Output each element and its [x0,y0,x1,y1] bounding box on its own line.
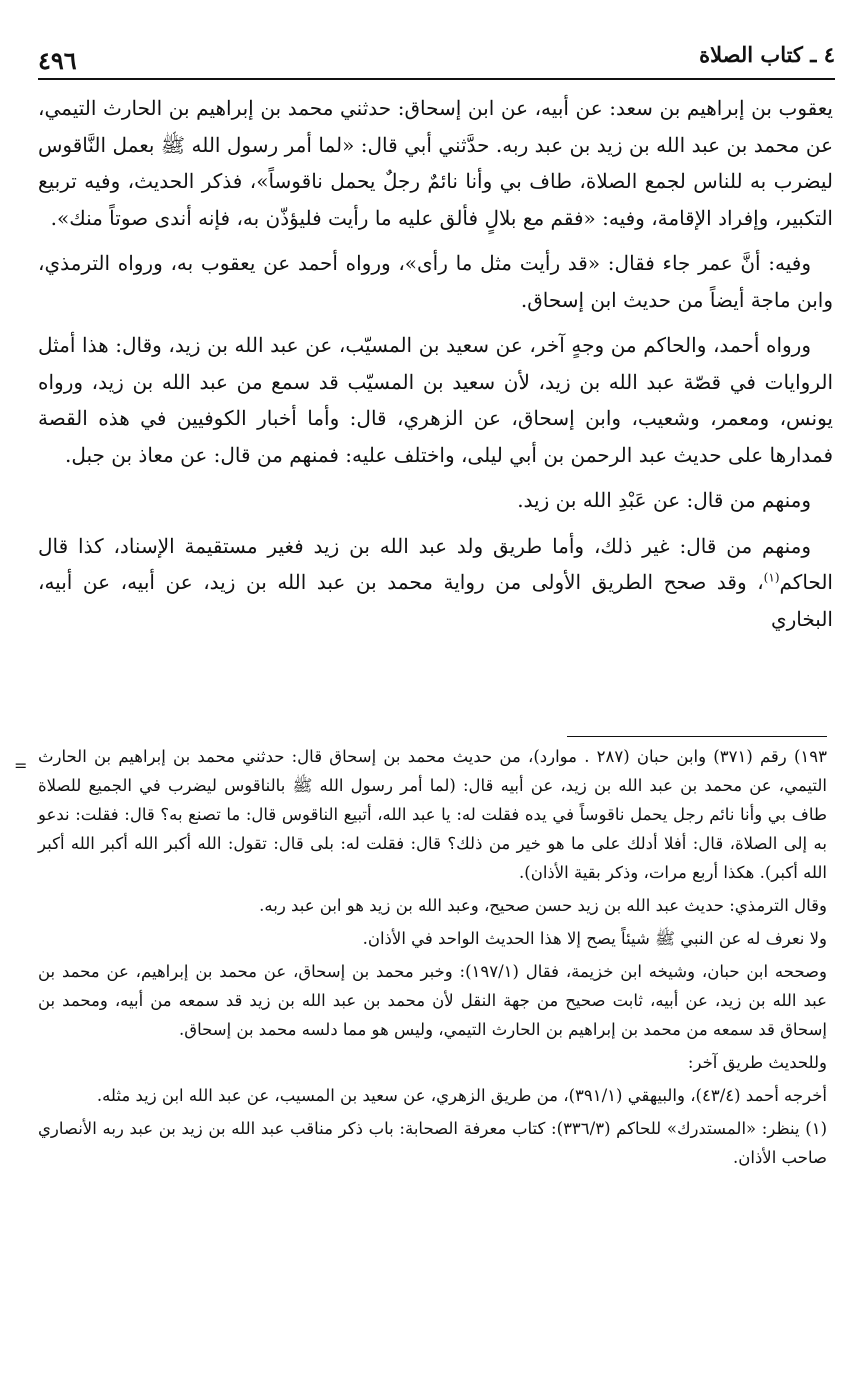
paragraph-with-note-reference [38,528,833,638]
footnote-divider [567,736,827,737]
footnotes [14,742,828,1176]
footnote-paragraph: ولا نعرف له عن النبي ﷺ شيئاً يصح إلا هذا الحديث الواحد في الأذان. [362,929,827,948]
footnote-continuation-mark: = [14,756,28,775]
footnote-paragraph: وللحديث طريق آخر: [687,1053,827,1072]
footnote-paragraph: وصححه ابن حبان، وشيخه ابن خزيمة، فقال (١٩٧/١): وخبر محمد بن إسحاق، عن محمد بن إبراهيم، عن محمد بن عبد الله بن زيد، عن أبيه، ثابت صحيح من جهة النقل لأن محمد بن عبد الله بن زيد قد سمعه من أبيه، ومحمد بن إسحاق قد سمعه من محمد بن إبراهيم بن الحارث التيمي، وليس هو مما دلسه محمد بن إسحاق. [38,962,828,1039]
paragraph-text: ومنهم من قال: غير ذلك، وأما طريق ولد عبد الله بن زيد فغير مستقيمة الإسناد، كذا قال الحاكم [38,533,833,594]
paragraph: ورواه أحمد، والحاكم من وجهٍ آخر، عن سعيد بن المسيّب، عن عبد الله بن زيد، وقال: هذا أمثل الروايات في قصّة عبد الله بن زيد، لأن سعيد بن المسيّب قد سمع من عبد الله بن زيد، ورواه يونس، ومعمر، وشعيب، وابن إسحاق، عن الزهري، قال: وأما أخبار الكوفيين في هذه القصة فمدارها على حديث عبد الرحمن بن أبي ليلى، واختلف عليه: فمنهم من قال: عن معاذ بن جبل. [38,333,833,467]
footnote-paragraph: وقال الترمذي: حديث عبد الله بن زيد حسن صحيح، وعبد الله بن زيد هو ابن عبد ربه. [259,896,827,915]
running-header [38,38,835,80]
running-title: ٤ ـ كتاب الصلاة [699,42,835,67]
footnote-1: (١) ينظر: «المستدرك» للحاكم (٣٣٦/٣): كتاب معرفة الصحابة: باب ذكر مناقب عبد الله بن زيد بن عبد ربه الأنصاري صاحب الأذان. [38,1119,827,1167]
footnote-paragraph: ١٩٣) رقم (٣٧١) وابن حبان (٢٨٧ . موارد)، من حديث محمد بن إسحاق قال: حدثني محمد بن إبراهيم بن الحارث التيمي، عن محمد بن عبد الله بن زيد، عن أبيه قال: (لما أمر رسول الله ﷺ بالناقوس ليضرب في الجميع للصلاة طاف بي وأنا نائم رجل يحمل ناقوساً في يده فقلت له: يا عبد الله، أتبيع الناقوس قال: ما تصنع به؟ قال: فقلت: ندعو به إلى الصلاة، قال: أفلا أدلك على ما هو خير من ذلك؟ قال: فقلت له: بلى قال: تقول: الله أكبر الله أكبر الله أكبر الله أكبر). هكذا أربع مرات، وذكر بقية الأذان). [38,747,827,882]
paragraph: وفيه: أنَّ عمر جاء فقال: «قد رأيت مثل ما رأى»، ورواه أحمد عن يعقوب به، ورواه الترمذي، وابن ماجة أيضاً من حديث ابن إسحاق. [38,251,833,312]
page-number: ٤٩٦ [38,46,77,75]
paragraph: ومنهم من قال: عن عَبْدِ الله بن زيد. [517,488,811,512]
paragraph: يعقوب بن إبراهيم بن سعد: عن أبيه، عن ابن إسحاق: حدثني محمد بن إبراهيم بن الحارث التيمي، عن محمد بن عبد الله بن زيد بن عبد ربه. حدَّثني أبي قال: «لما أمر رسول الله ﷺ بعمل النَّاقوس ليضرب به للناس لجمع الصلاة، طاف بي وأنا نائمٌ رجلٌ يحمل ناقوساً»، فذكر الحديث، وفيه تربيع التكبير، وإفراد الإقامة، وفيه: «فقم مع بلالٍ فألق عليه ما رأيت فليؤذّن به، فإنه أندى صوتاً منك». [38,96,833,230]
main-text [38,90,833,646]
footnote-reference[interactable]: (١) [763,570,780,585]
footnote-paragraph: أخرجه أحمد (٤٣/٤)، والبيهقي (٣٩١/١)، من طريق الزهري، عن سعيد بن المسيب، عن عبد الله ابن زيد مثله. [96,1086,827,1105]
paragraph-text: ، وقد صحح الطريق الأولى من رواية محمد بن عبد الله بن زيد، عن أبيه، عن أبيه، البخاري [38,570,833,631]
